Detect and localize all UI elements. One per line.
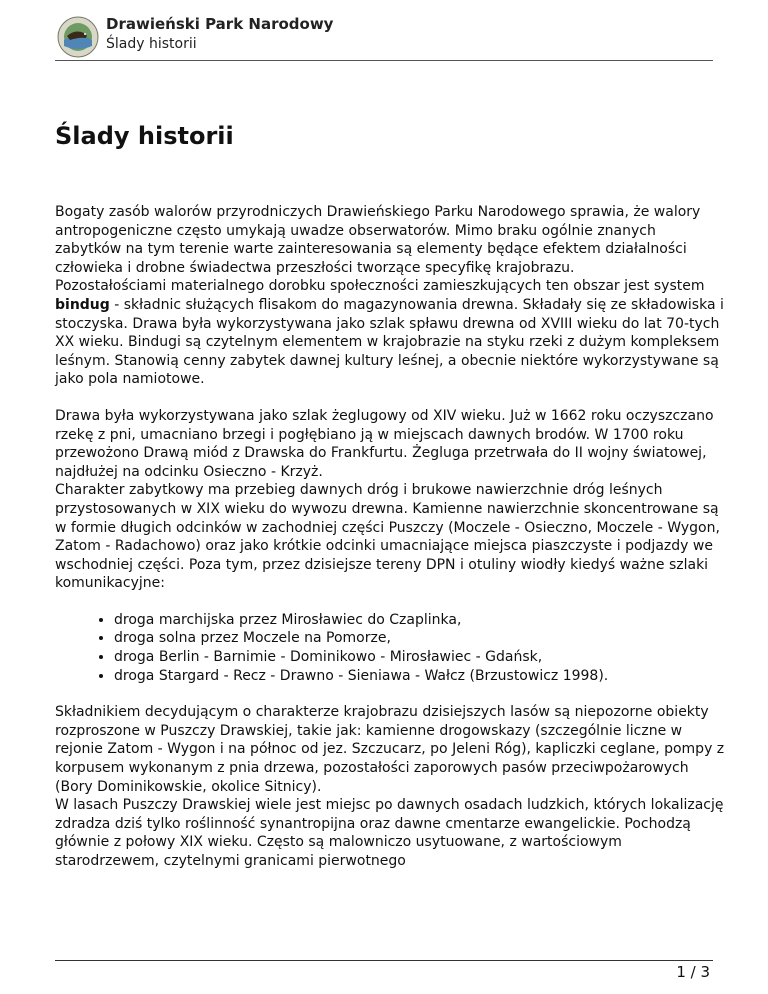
footer-divider [55,960,713,961]
routes-list [55,611,725,685]
paragraph-text: Charakter zabytkowy ma przebieg dawnych dróg i brukowe nawierzchnie dróg leśnych przystosowanych w XIX wieku do wywozu drewna. Kamienne nawierzchnie skoncentrowane są w formie długich odcinków w zachodniej części Puszczy (Moczele - Osieczno, Moczele - Wygon, Zatom - Radachowo) oraz jako krótkie odcinki umacniające miejsca piaszczyste i podjazdy we wschodniej części. Poza tym, przez dzisiejsze tereny DPN i otuliny wiodły kiedyś ważne szlaki komunikacyjne: [55,482,720,592]
site-name: Drawieński Park Narodowy [106,15,334,33]
list-item: • droga marchijska przez Mirosławiec do Czaplinka, [114,611,725,630]
paragraph-intro [55,203,725,277]
page-subtitle: Ślady historii [106,36,197,52]
paragraph-landscape [55,703,725,796]
paragraph-text: Składnikiem decydującym o charakterze krajobrazu dzisiejszych lasów są niepozorne obiekty rozproszone w Puszczy Drawskiej, takie jak: kamienne drogowskazy (szczególnie liczne w rejonie Zatom - Wygon i na północ od jez. Szczucarz, po Jeleni Róg), kapliczki ceglane, pompy z korpusem wykonanym z pnia drzewa, pozostałości zaporowych pasów przeciwpożarowych (Bory Dominikowskie, okolice Sitnicy). [55,704,725,795]
page-header [55,14,713,61]
list-item: • droga Berlin - Barnimie - Dominikowo - Mirosławiec - Gdańsk, [114,648,725,667]
paragraph-roads [55,481,725,593]
park-logo-icon [55,16,101,58]
bold-term: bindug [55,296,110,313]
paragraph-settlements [55,796,725,870]
paragraph-text: Drawa była wykorzystywana jako szlak żeglugowy od XIV wieku. Już w 1662 roku oczyszczano rzekę z pni, umacniano brzegi i pogłębiano ją w miejscach dawnych brodów. W 1700 roku przewożono Drawą miód z Drawska do Frankfurtu. Żegluga przetrwała do II wojny światowej, najdłużej na odcinku Osieczno - Krzyż. [55,407,714,480]
page-title: Ślady historii [55,122,234,150]
paragraph-text: W lasach Puszczy Drawskiej wiele jest miejsc po dawnych osadach ludzkich, których lokalizację zdradza dziś tylko roślinność synantropijna oraz dawne cmentarze ewangelickie. Pochodzą głównie z połowy XIX wieku. Często są malowniczo usytuowane, z wartościowym starodrzewem, czytelnymi granicami pierwotnego [55,797,724,869]
list-item: • droga Stargard - Recz - Drawno - Sieniawa - Wałcz (Brzustowicz 1998). [114,667,725,686]
paragraph-text: - składnic służących flisakom do magazynowania drewna. Składały się ze składowiska i stoczyska. Drawa była wykorzystywana jako szlak spławu drewna od XVIII wieku do lat 70-tych XX wieku. Bindugi są czytelnym elementem w krajobrazie na styku rzeki z dużym kompleksem leśnym. Stanowią cenny zabytek dawnej kultury leśnej, a obecnie niektóre wykorzystywane są jako pola namiotowe. [55,296,724,388]
paragraph-shipping [55,407,725,481]
paragraph-text: Bogaty zasób walorów przyrodniczych Drawieńskiego Parku Narodowego sprawia, że walory antropogeniczne często umykają uwadze obserwatorów. Mimo braku ogólnie znanych zabytków na tym terenie warte zainteresowania są elementy będące efektem działalności człowieka i drobne świadectwa przeszłości tworzące specyfikę krajobrazu. [55,204,701,276]
page-number: 1 / 3 [676,963,710,981]
article-content [55,203,725,871]
list-item: • droga solna przez Moczele na Pomorze, [114,629,725,648]
paragraph-bindugi [55,277,725,389]
paragraph-text: Pozostałościami materialnego dorobku społeczności zamieszkujących ten obszar jest system [55,278,705,295]
